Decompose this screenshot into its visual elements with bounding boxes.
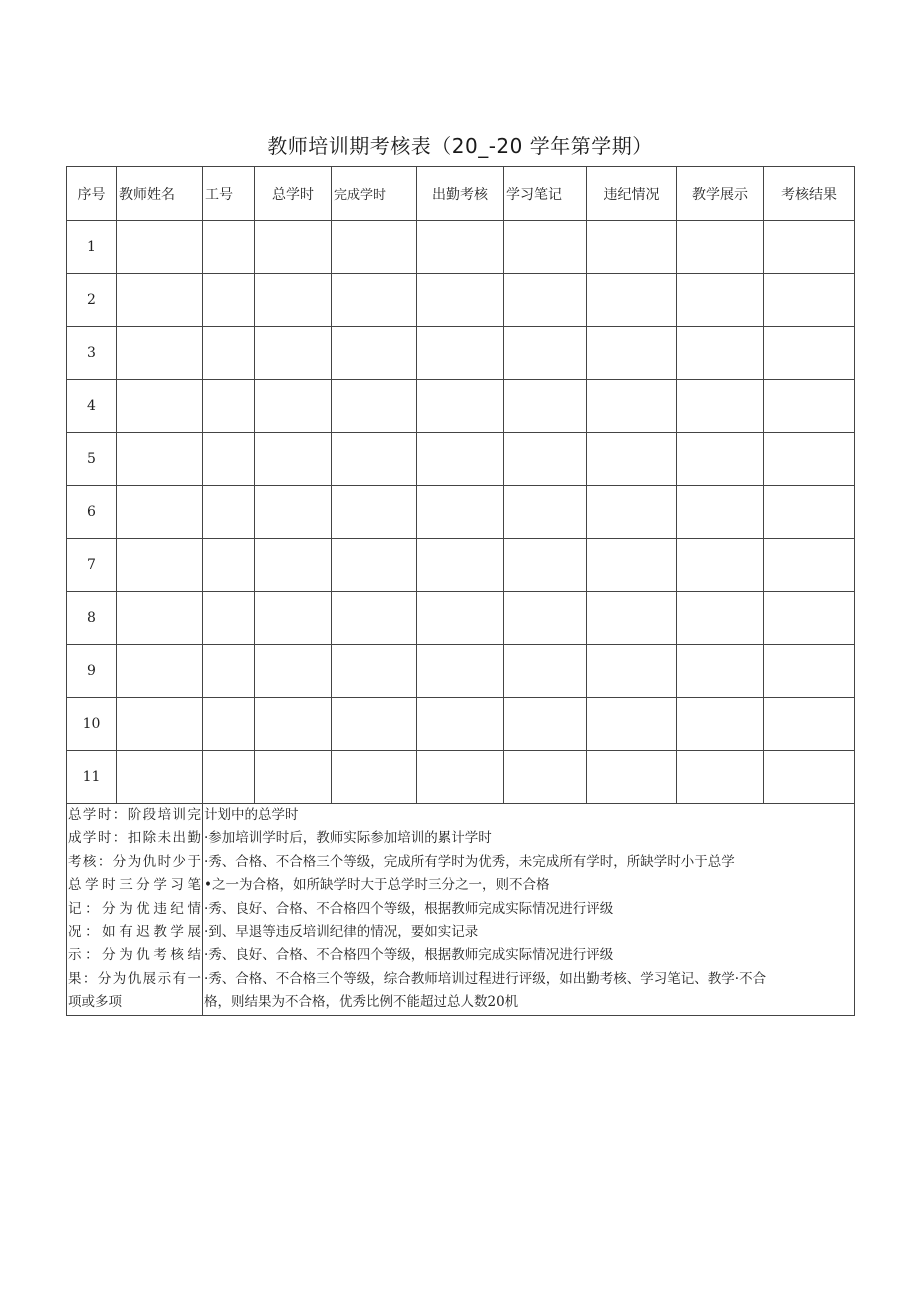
table-cell[interactable] xyxy=(117,486,203,539)
header-cell-study-notes: 学习笔记 xyxy=(504,167,587,221)
table-cell[interactable] xyxy=(764,486,855,539)
table-header-row xyxy=(67,167,855,221)
table-cell[interactable] xyxy=(203,486,255,539)
row-number: 8 xyxy=(67,592,117,645)
table-cell[interactable] xyxy=(504,221,587,274)
table-cell[interactable] xyxy=(504,327,587,380)
table-cell[interactable] xyxy=(203,327,255,380)
table-cell[interactable] xyxy=(332,539,417,592)
row-number: 7 xyxy=(67,539,117,592)
note-line: ·到、早退等违反培训纪律的情况，要如实记录 xyxy=(204,924,479,941)
table-cell[interactable] xyxy=(587,592,677,645)
table-cell[interactable] xyxy=(677,698,764,751)
table-cell[interactable] xyxy=(203,698,255,751)
table-cell[interactable] xyxy=(255,221,332,274)
table-row xyxy=(67,433,855,486)
table-row xyxy=(67,751,855,804)
table-cell[interactable] xyxy=(764,380,855,433)
table-cell[interactable] xyxy=(417,433,504,486)
table-cell[interactable] xyxy=(417,539,504,592)
table-row xyxy=(67,327,855,380)
table-cell[interactable] xyxy=(587,698,677,751)
page-title: 教师培训期考核表（20_-20 学年第学期） xyxy=(267,134,653,158)
table-cell[interactable] xyxy=(332,486,417,539)
note-line: ·秀、良好、合格、不合格四个等级，根据教师完成实际情况进行评级 xyxy=(204,900,614,917)
table-row xyxy=(67,221,855,274)
table-cell[interactable] xyxy=(504,486,587,539)
table-cell[interactable] xyxy=(117,592,203,645)
table-cell[interactable] xyxy=(117,221,203,274)
table-cell[interactable] xyxy=(764,433,855,486)
row-number: 4 xyxy=(67,380,117,433)
table-cell[interactable] xyxy=(764,592,855,645)
table-cell[interactable] xyxy=(587,645,677,698)
table-cell[interactable] xyxy=(255,592,332,645)
notes-terms: 总学时：阶段培训完成学时：扣除未出勤考核：分为仇时少于总学时三分学习笔记：分为优违纪情况：如有迟教学展示：分为仇考核结果：分为仇展示有一项或多项 xyxy=(67,804,203,1016)
table-cell[interactable] xyxy=(677,751,764,804)
notes-descriptions xyxy=(203,804,855,1016)
table-cell[interactable] xyxy=(117,698,203,751)
table-cell[interactable] xyxy=(332,645,417,698)
table-cell[interactable] xyxy=(417,380,504,433)
table-cell[interactable] xyxy=(255,645,332,698)
table-cell[interactable] xyxy=(203,433,255,486)
notes-row xyxy=(67,804,855,1016)
note-line: 计划中的总学时 xyxy=(204,807,299,823)
note-line: ·参加培训学时后，教师实际参加培训的累计学时 xyxy=(204,830,492,847)
table-cell[interactable] xyxy=(587,327,677,380)
note-line: ·秀、合格、不合格三个等级，综合教师培训过程进行评级，如出勤考核、学习笔记、教学·不合 xyxy=(204,970,767,987)
table-cell[interactable] xyxy=(255,380,332,433)
row-number: 2 xyxy=(67,274,117,327)
table-row xyxy=(67,486,855,539)
table-cell[interactable] xyxy=(255,486,332,539)
table-cell[interactable] xyxy=(117,327,203,380)
table-cell[interactable] xyxy=(332,592,417,645)
table-cell[interactable] xyxy=(117,645,203,698)
table-cell[interactable] xyxy=(417,698,504,751)
row-number: 6 xyxy=(67,486,117,539)
table-cell[interactable] xyxy=(117,751,203,804)
table-row xyxy=(67,645,855,698)
table-cell[interactable] xyxy=(504,433,587,486)
table-cell[interactable] xyxy=(587,380,677,433)
table-row xyxy=(67,698,855,751)
table-cell[interactable] xyxy=(255,539,332,592)
table-cell[interactable] xyxy=(764,539,855,592)
table-cell[interactable] xyxy=(764,645,855,698)
table-cell[interactable] xyxy=(504,645,587,698)
table-cell[interactable] xyxy=(332,433,417,486)
header-cell-completed-hours: 完成学时 xyxy=(332,167,417,221)
table-cell[interactable] xyxy=(332,698,417,751)
table-cell[interactable] xyxy=(255,327,332,380)
table-cell[interactable] xyxy=(677,592,764,645)
table-cell[interactable] xyxy=(677,433,764,486)
table-cell[interactable] xyxy=(764,751,855,804)
table-cell[interactable] xyxy=(332,327,417,380)
table-cell[interactable] xyxy=(203,645,255,698)
table-row xyxy=(67,539,855,592)
table-cell[interactable] xyxy=(117,380,203,433)
table-cell[interactable] xyxy=(504,380,587,433)
table-cell[interactable] xyxy=(255,274,332,327)
table-cell[interactable] xyxy=(417,751,504,804)
row-number: 3 xyxy=(67,327,117,380)
table-cell[interactable] xyxy=(203,539,255,592)
table-cell[interactable] xyxy=(117,433,203,486)
table-cell[interactable] xyxy=(417,592,504,645)
table-cell[interactable] xyxy=(203,274,255,327)
table-cell[interactable] xyxy=(504,592,587,645)
table-cell[interactable] xyxy=(504,539,587,592)
table-cell[interactable] xyxy=(203,592,255,645)
header-cell-staff-id: 工号 xyxy=(203,167,255,221)
table-cell[interactable] xyxy=(417,645,504,698)
table-cell[interactable] xyxy=(203,751,255,804)
table-cell[interactable] xyxy=(332,274,417,327)
table-cell[interactable] xyxy=(504,698,587,751)
header-cell-total-hours: 总学时 xyxy=(255,167,332,221)
note-line: ·秀、合格、不合格三个等级，完成所有学时为优秀，未完成所有学时，所缺学时小于总学 xyxy=(204,853,735,870)
table-cell[interactable] xyxy=(117,274,203,327)
table-cell[interactable] xyxy=(117,539,203,592)
row-number: 9 xyxy=(67,645,117,698)
table-cell[interactable] xyxy=(677,274,764,327)
table-cell[interactable] xyxy=(677,645,764,698)
table-row xyxy=(67,380,855,433)
table-cell[interactable] xyxy=(255,751,332,804)
row-number: 5 xyxy=(67,433,117,486)
header-cell-discipline: 违纪情况 xyxy=(587,167,677,221)
table-cell[interactable] xyxy=(504,751,587,804)
table-cell[interactable] xyxy=(677,539,764,592)
table-cell[interactable] xyxy=(332,221,417,274)
table-row xyxy=(67,274,855,327)
table-cell[interactable] xyxy=(587,274,677,327)
header-cell-teaching-demo: 教学展示 xyxy=(677,167,764,221)
table-cell[interactable] xyxy=(764,327,855,380)
table-cell[interactable] xyxy=(587,221,677,274)
note-line: ·秀、良好、合格、不合格四个等级，根据教师完成实际情况进行评级 xyxy=(204,947,614,964)
table-cell[interactable] xyxy=(203,380,255,433)
table-cell[interactable] xyxy=(677,327,764,380)
table-cell[interactable] xyxy=(255,433,332,486)
table-cell[interactable] xyxy=(203,221,255,274)
row-number: 10 xyxy=(67,698,117,751)
table-cell[interactable] xyxy=(764,274,855,327)
table-cell[interactable] xyxy=(677,380,764,433)
header-cell-result: 考核结果 xyxy=(764,167,855,221)
table-cell[interactable] xyxy=(417,327,504,380)
table-cell[interactable] xyxy=(417,274,504,327)
row-number: 11 xyxy=(67,751,117,804)
note-line: 格，则结果为不合格，优秀比例不能超过总人数20机 xyxy=(204,994,519,1011)
table-cell[interactable] xyxy=(677,221,764,274)
table-cell[interactable] xyxy=(417,221,504,274)
table-cell[interactable] xyxy=(255,698,332,751)
row-number: 1 xyxy=(67,221,117,274)
table-row xyxy=(67,592,855,645)
table-cell[interactable] xyxy=(504,274,587,327)
table-cell[interactable] xyxy=(587,751,677,804)
table-cell[interactable] xyxy=(587,486,677,539)
header-cell-index: 序号 xyxy=(67,167,117,221)
table-cell[interactable] xyxy=(332,751,417,804)
header-cell-attendance: 出勤考核 xyxy=(417,167,504,221)
table-cell[interactable] xyxy=(764,698,855,751)
table-cell[interactable] xyxy=(332,380,417,433)
table-cell[interactable] xyxy=(587,433,677,486)
table-cell[interactable] xyxy=(417,486,504,539)
note-line: •之一为合格，如所缺学时大于总学时三分之一，则不合格 xyxy=(204,877,550,894)
table-cell[interactable] xyxy=(677,486,764,539)
header-cell-teacher-name: 教师姓名 xyxy=(117,167,203,221)
table-cell[interactable] xyxy=(587,539,677,592)
assessment-table xyxy=(66,166,855,1016)
table-cell[interactable] xyxy=(764,221,855,274)
